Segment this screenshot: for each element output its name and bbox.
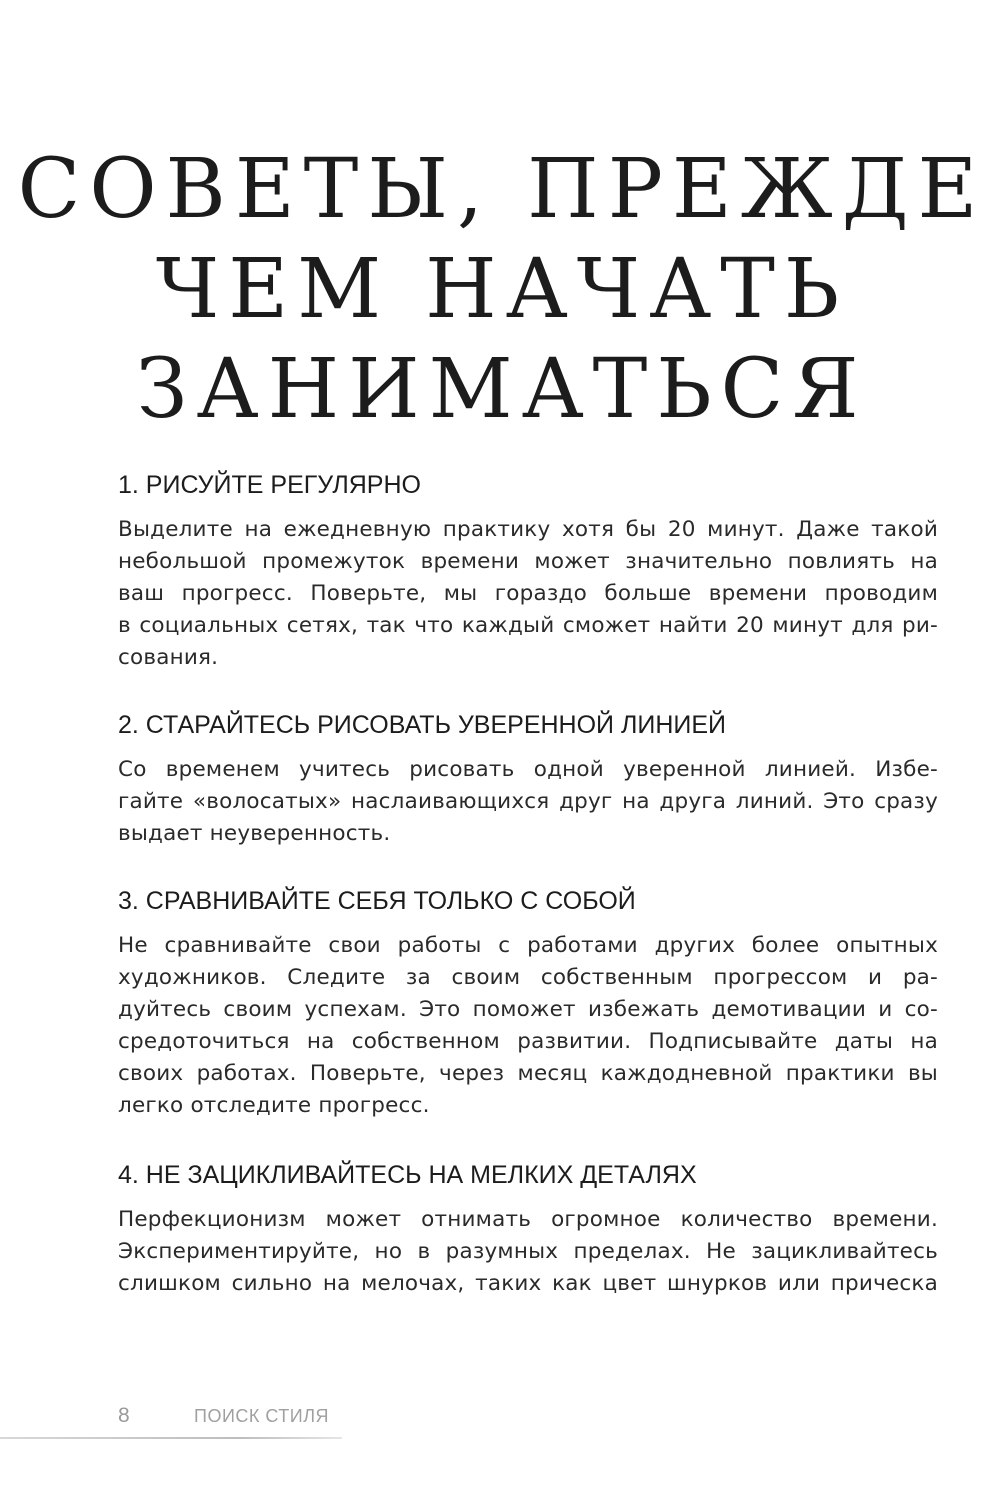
tip-section-2 xyxy=(118,710,938,850)
running-head: ПОИСК СТИЛЯ xyxy=(194,1406,330,1426)
text-line: Перфекционизм может отнимать огромное количество времени. xyxy=(118,1207,938,1232)
text-line: слишком сильно на мелочах, таких как цвет шнурков или прическа xyxy=(118,1271,938,1296)
title-line: ЧЕМ НАЧАТЬ xyxy=(155,242,849,337)
title-line: СОВЕТЫ, ПРЕЖДЕ xyxy=(17,142,987,237)
footer-divider xyxy=(0,1437,342,1439)
tip-heading: 4. НЕ ЗАЦИКЛИВАЙТЕСЬ НА МЕЛКИХ ДЕТАЛЯХ xyxy=(118,1161,697,1189)
text-line: художников. Следите за своим собственным прогрессом и ра- xyxy=(118,965,938,990)
tip-section-1 xyxy=(118,470,938,674)
text-line: дуйтесь своим успехам. Это поможет избежать демотивации и со- xyxy=(118,997,938,1022)
text-line: Выделите на ежедневную практику хотя бы 20 минут. Даже такой xyxy=(118,517,938,542)
text-line: легко отследите прогресс. xyxy=(118,1093,430,1118)
tip-paragraph xyxy=(118,930,938,1122)
text-line: гайте «волосатых» наслаивающихся друг на друга линий. Это сразу xyxy=(118,789,938,814)
text-line: небольшой промежуток времени может значительно повлиять на xyxy=(118,549,938,574)
tip-paragraph xyxy=(118,754,938,850)
tip-heading: 3. СРАВНИВАЙТЕ СЕБЯ ТОЛЬКО С СОБОЙ xyxy=(118,887,636,915)
text-line: Экспериментируйте, но в разумных пределах. Не зацикливайтесь xyxy=(118,1239,938,1264)
text-line: выдает неуверенность. xyxy=(118,821,391,846)
page-number: 8 xyxy=(118,1404,130,1427)
page-title xyxy=(0,140,1004,440)
text-line: в социальных сетях, так что каждый сможет найти 20 минут для ри- xyxy=(118,613,938,638)
text-line: своих работах. Поверьте, через месяц каждодневной практики вы xyxy=(118,1061,938,1086)
title-line: ЗАНИМАТЬСЯ xyxy=(136,342,868,437)
text-line: средоточиться на собственном развитии. Подписывайте даты на xyxy=(118,1029,938,1054)
tip-paragraph xyxy=(118,514,938,674)
page-footer xyxy=(118,1404,518,1434)
text-line: Не сравнивайте свои работы с работами других более опытных xyxy=(118,933,938,958)
tip-heading: 2. СТАРАЙТЕСЬ РИСОВАТЬ УВЕРЕННОЙ ЛИНИЕЙ xyxy=(118,711,727,739)
text-line: сования. xyxy=(118,645,219,670)
tip-section-4 xyxy=(118,1160,938,1300)
text-line: ваш прогресс. Поверьте, мы гораздо больше времени проводим xyxy=(118,581,938,606)
text-line: Со временем учитесь рисовать одной уверенной линией. Избе- xyxy=(118,757,938,782)
tip-paragraph xyxy=(118,1204,938,1300)
tip-heading: 1. РИСУЙТЕ РЕГУЛЯРНО xyxy=(118,471,421,499)
tip-section-3 xyxy=(118,886,938,1122)
